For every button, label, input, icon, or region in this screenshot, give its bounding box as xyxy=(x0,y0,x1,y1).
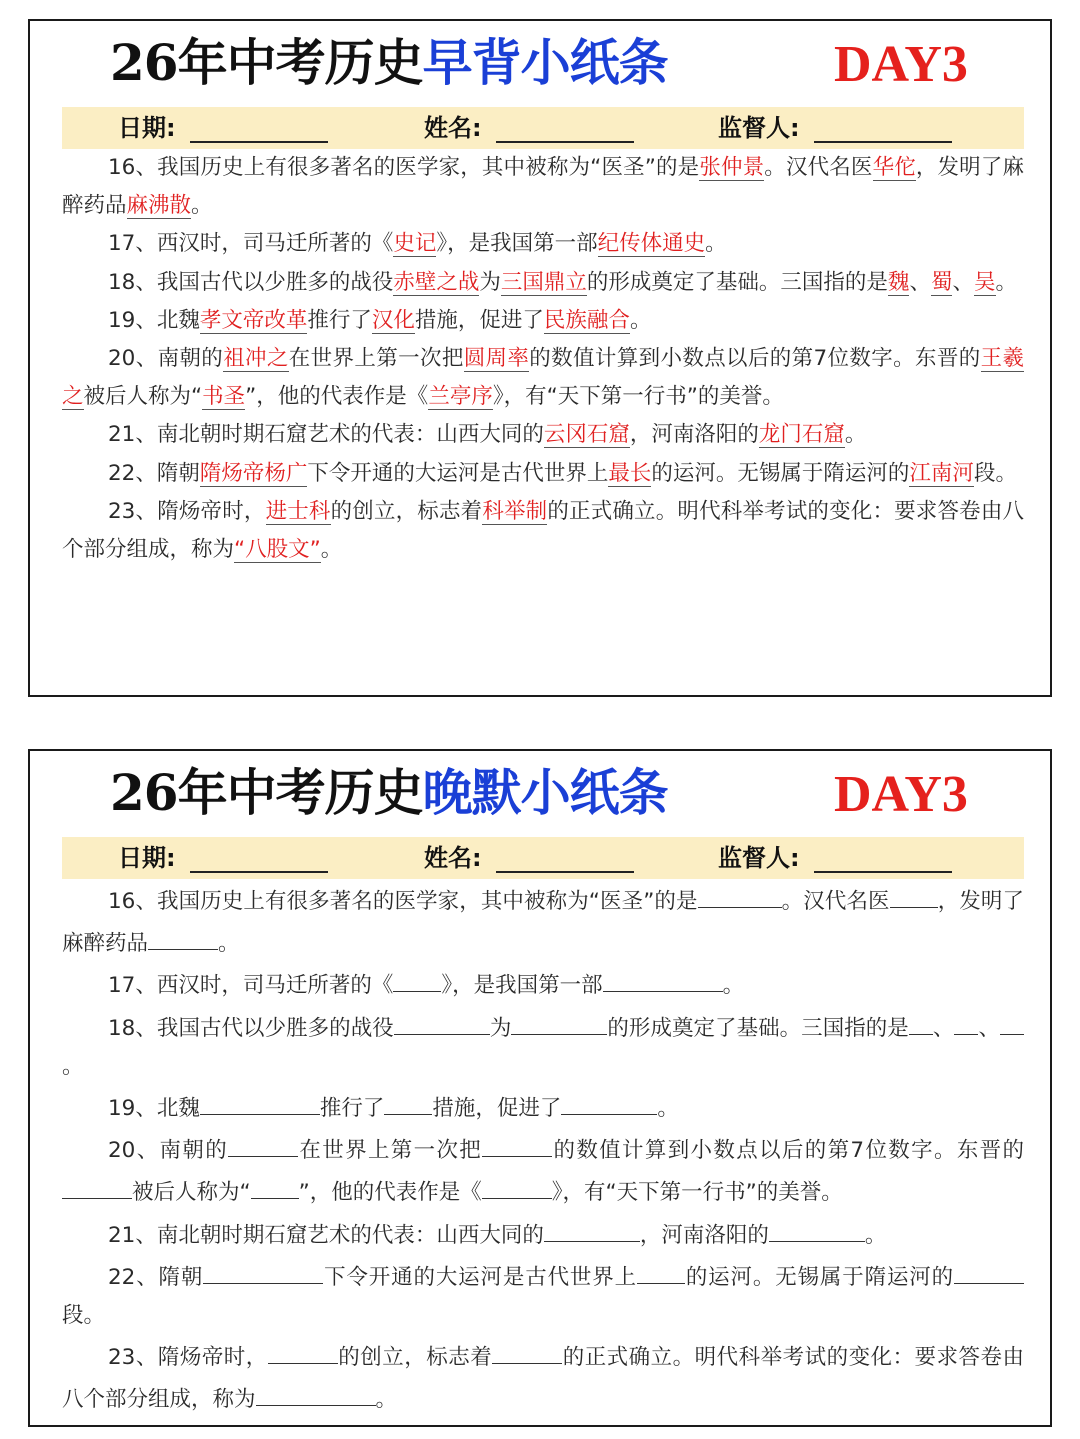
supervisor-field: 监督人: xyxy=(718,837,952,879)
blank xyxy=(954,1255,1024,1284)
name-blank xyxy=(496,111,634,143)
evening-info-bar xyxy=(62,837,1024,879)
date-field: 日期: xyxy=(118,107,328,149)
blank xyxy=(637,1255,685,1284)
date-blank xyxy=(190,841,328,873)
blank xyxy=(268,1335,338,1364)
supervisor-field: 监督人: xyxy=(718,107,952,149)
item-19: 19、北魏 推行了 措施，促进了 。 xyxy=(62,1086,1024,1128)
morning-day-label: DAY3 xyxy=(834,36,968,93)
blank xyxy=(148,921,218,950)
blank xyxy=(482,1128,552,1157)
item-16: 16、我国历史上有很多著名的医学家，其中被称为“医圣”的是 。汉代名医 ，发明了麻醉药品 。 xyxy=(62,879,1024,963)
item-17: 17、西汉时，司马迁所著的《史记》，是我国第一部纪传体通史。 xyxy=(108,231,727,257)
blank xyxy=(890,879,938,908)
item-20: 20、南朝的 在世界上第一次把 的数值计算到小数点以后的第7位数字。东晋的被后人称为“ ”，他的代表作是《 》，有“天下第一行书”的美誉。 xyxy=(62,1128,1024,1212)
name-blank xyxy=(496,841,634,873)
morning-info-bar xyxy=(62,107,1024,149)
blank xyxy=(544,1213,640,1242)
item-20: 20、南朝的祖冲之在世界上第一次把圆周率的数值计算到小数点以后的第7位数字。东晋的王羲之被后人称为“书圣”，他的代表作是《兰亭序》，有“天下第一行书”的美誉。 xyxy=(62,346,1024,410)
evening-title: 26年中考历史晚默小纸条 xyxy=(110,763,668,822)
blank xyxy=(511,1006,607,1035)
item-18: 18、我国古代以少胜多的战役 为 的形成奠定了基础。三国指的是 、 、。 xyxy=(62,1006,1024,1086)
name-field: 姓名: xyxy=(424,837,634,879)
date-field: 日期: xyxy=(118,837,328,879)
item-21: 21、南北朝时期石窟艺术的代表：山西大同的云冈石窟，河南洛阳的龙门石窟。 xyxy=(108,422,867,448)
item-22: 22、隋朝隋炀帝杨广下令开通的大运河是古代世界上最长的运河。无锡属于隋运河的江南河段。 xyxy=(108,460,1017,486)
item-19: 19、北魏孝文帝改革推行了汉化措施，促进了民族融合。 xyxy=(108,307,652,333)
blank xyxy=(492,1335,562,1364)
blank xyxy=(384,1086,432,1115)
supervisor-blank xyxy=(814,111,952,143)
blank xyxy=(561,1086,657,1115)
blank xyxy=(769,1213,865,1242)
blank xyxy=(228,1128,298,1157)
blank xyxy=(698,879,782,908)
blank xyxy=(1000,1006,1024,1035)
blank xyxy=(203,1255,323,1284)
supervisor-blank xyxy=(814,841,952,873)
item-23: 23、隋炀帝时， 的创立，标志着 的正式确立。明代科举考试的变化：要求答卷由八个部分组成，称为 。 xyxy=(62,1335,1024,1419)
blank xyxy=(603,963,723,992)
item-18: 18、我国古代以少胜多的战役赤壁之战为三国鼎立的形成奠定了基础。三国指的是魏、蜀、吴。 xyxy=(108,269,1018,295)
evening-content xyxy=(62,879,1024,1420)
blank xyxy=(200,1086,320,1115)
morning-title: 26年中考历史早背小纸条 xyxy=(110,33,668,92)
blank xyxy=(62,1170,132,1199)
blank xyxy=(251,1170,299,1199)
item-17: 17、西汉时，司马迁所著的《 》，是我国第一部 。 xyxy=(62,963,1024,1005)
morning-card xyxy=(28,19,1052,697)
evening-day-label: DAY3 xyxy=(834,766,968,823)
item-22: 22、隋朝 下令开通的大运河是古代世界上 的运河。无锡属于隋运河的段。 xyxy=(62,1255,1024,1335)
blank xyxy=(909,1006,933,1035)
blank xyxy=(482,1170,552,1199)
morning-title-row xyxy=(30,21,1050,107)
name-field: 姓名: xyxy=(424,107,634,149)
blank xyxy=(394,1006,490,1035)
morning-content xyxy=(62,149,1024,569)
blank xyxy=(256,1377,376,1406)
blank xyxy=(393,963,441,992)
date-blank xyxy=(190,111,328,143)
item-21: 21、南北朝时期石窟艺术的代表：山西大同的 ，河南洛阳的 。 xyxy=(62,1213,1024,1255)
item-16: 16、我国历史上有很多著名的医学家，其中被称为“医圣”的是张仲景。汉代名医华佗，发明了麻醉药品麻沸散。 xyxy=(62,155,1024,219)
evening-card xyxy=(28,749,1052,1427)
blank xyxy=(954,1006,978,1035)
item-23: 23、隋炀帝时，进士科的创立，标志着科举制的正式确立。明代科举考试的变化：要求答卷由八个部分组成，称为“八股文”。 xyxy=(62,498,1024,563)
evening-title-row xyxy=(30,751,1050,837)
